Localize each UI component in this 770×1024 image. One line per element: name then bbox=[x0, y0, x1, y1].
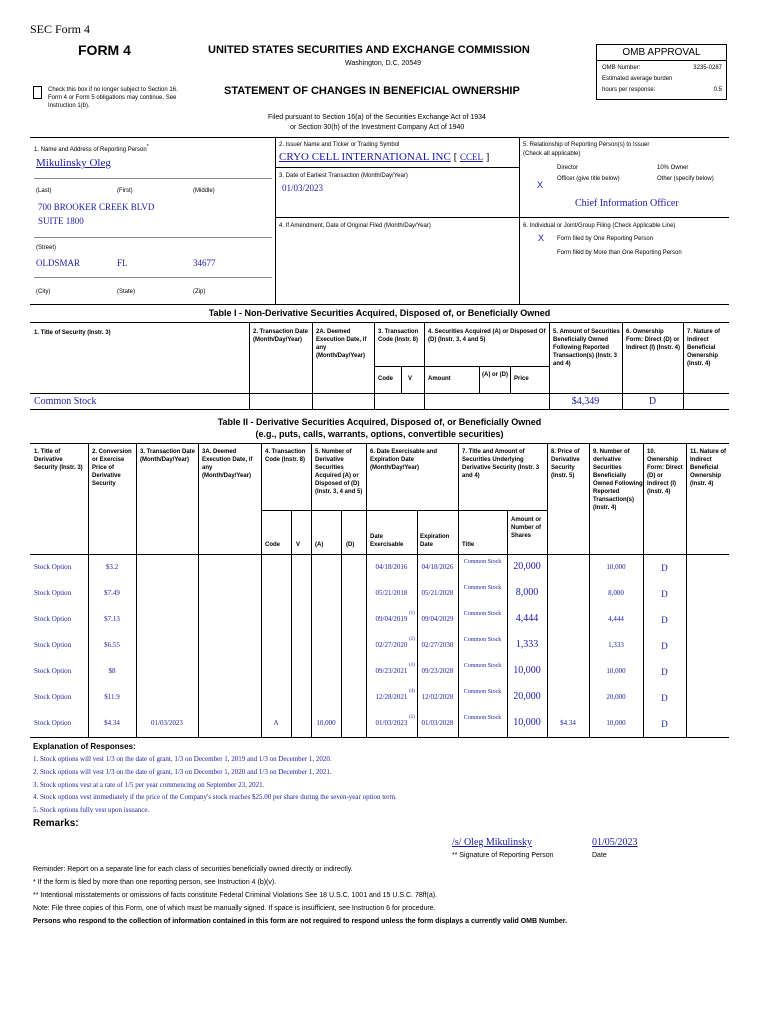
t2-cell-shares: 8,000 bbox=[515, 587, 539, 598]
t2-cell-expiration: 04/18/2026 bbox=[421, 563, 454, 571]
t2-h-ownership: 10. Ownership Form: Direct (D) or Indirect (I) (Instr. 4) bbox=[647, 449, 683, 495]
t2-cell-expiration: 12/02/2028 bbox=[421, 693, 454, 701]
t2-cell-form: D bbox=[661, 563, 668, 573]
table1-title: Table I - Non-Derivative Securities Acquired, Disposed of, or Beneficially Owned bbox=[208, 308, 551, 318]
t1-h-code: 3. Transaction Code (Instr. 8) bbox=[378, 329, 419, 343]
t2-cell-form: D bbox=[661, 719, 668, 729]
street-label: (Street) bbox=[36, 245, 57, 251]
t2-cell-owned: 10,000 bbox=[606, 719, 626, 727]
t2-cell-expiration: 09/04/2029 bbox=[421, 615, 454, 623]
t2-cell-under-title: Common Stock bbox=[463, 585, 502, 591]
t1-h-sub-v: V bbox=[408, 376, 413, 382]
t2-cell-under-title: Common Stock bbox=[463, 611, 502, 617]
t2-cell-a: 10,000 bbox=[316, 719, 336, 727]
t2-cell-owned: 10,000 bbox=[606, 563, 626, 571]
t2-cell-owned: 8,000 bbox=[608, 589, 624, 597]
director-label: Director bbox=[557, 165, 579, 171]
t2-cell-dprice: $4.34 bbox=[560, 719, 576, 727]
box1-label: 1. Name and Address of Reporting Person* bbox=[34, 144, 149, 153]
box4-label: 4. If Amendment, Date of Original Filed (Month/Day/Year) bbox=[279, 223, 431, 229]
t2-footnote-ref: (3) bbox=[409, 663, 415, 668]
box3-label: 3. Date of Earliest Transaction (Month/Day/Year) bbox=[279, 173, 408, 179]
t2-footnote-ref: (5) bbox=[409, 715, 415, 720]
t2-h-sub-a: (A) bbox=[315, 542, 324, 548]
signature-value: /s/ Oleg Mikulinsky bbox=[452, 837, 533, 848]
t2-h-sub-date-ex: Date Exercisable bbox=[370, 534, 404, 548]
t2-h-deemed: 3A. Deemed Execution Date, if any (Month/Day/Year) bbox=[202, 449, 253, 479]
t2-cell-form: D bbox=[661, 589, 668, 599]
box2-label: 2. Issuer Name and Ticker or Trading Symbol bbox=[279, 142, 400, 148]
t2-cell-tdate: 01/03/2023 bbox=[151, 719, 183, 727]
t2-h-number: 5. Number of Derivative Securities Acquired (A) or Disposed of (D) (Instr. 3, 4 and 5) bbox=[315, 449, 363, 495]
t2-h-sub-d: (D) bbox=[346, 542, 355, 548]
t2-h-nature: 11. Nature of Indirect Beneficial Ownership (Instr. 4) bbox=[690, 449, 727, 487]
t2-cell-exercisable: 01/03/2023 bbox=[375, 719, 408, 727]
t2-cell-exercisable: 02/27/2020 bbox=[375, 641, 408, 649]
signature-date: 01/05/2023 bbox=[592, 837, 638, 848]
t2-cell-exercisable: 09/23/2021 bbox=[375, 667, 408, 675]
t2-h-title: 1. Title of Derivative Security (Instr. 3) bbox=[34, 449, 83, 471]
t2-cell-shares: 4,444 bbox=[515, 613, 539, 624]
footer-reminder: Reminder: Report on a separate line for each class of securities beneficially owned directly or indirectly. bbox=[33, 866, 353, 873]
remarks-title: Remarks: bbox=[33, 818, 79, 829]
t2-cell-owned: 10,000 bbox=[606, 667, 626, 675]
t2-cell-expiration: 05/21/2028 bbox=[421, 589, 454, 597]
t2-cell-price: $7.13 bbox=[104, 615, 120, 623]
t2-cell-shares: 10,000 bbox=[513, 717, 541, 728]
other-label: Other (specify below) bbox=[657, 176, 714, 182]
t2-cell-price: $7.49 bbox=[104, 589, 120, 597]
omb-title: OMB APPROVAL bbox=[597, 45, 726, 61]
t1-h-title: 1. Title of Security (Instr. 3) bbox=[34, 330, 111, 336]
t1-h-date: 2. Transaction Date (Month/Day/Year) bbox=[253, 329, 309, 343]
ten-percent-owner-label: 10% Owner bbox=[657, 165, 689, 171]
t2-footnote-ref: (1) bbox=[409, 611, 415, 616]
t2-h-date: 3. Transaction Date (Month/Day/Year) bbox=[140, 449, 196, 463]
t2-cell-expiration: 09/23/2028 bbox=[421, 667, 454, 675]
t2-cell-title: Stock Option bbox=[34, 641, 72, 649]
t2-cell-code: A bbox=[273, 719, 279, 727]
state-label: (State) bbox=[117, 289, 136, 295]
reporting-person-name: Mikulinsky Oleg bbox=[36, 157, 111, 169]
t2-cell-price: $11.9 bbox=[104, 693, 120, 701]
t2-cell-price: $6.55 bbox=[104, 641, 120, 649]
t2-cell-owned: 20,000 bbox=[606, 693, 626, 701]
earliest-transaction-date: 01/03/2023 bbox=[282, 183, 324, 193]
t2-cell-title: Stock Option bbox=[34, 719, 72, 727]
officer-checkmark[interactable]: X bbox=[537, 180, 544, 190]
t1-h-ownership: 6. Ownership Form: Direct (D) or Indirect (I) (Instr. 4) bbox=[626, 329, 681, 351]
agency-title: UNITED STATES SECURITIES AND EXCHANGE COMMISSION bbox=[208, 44, 530, 56]
city-value: OLDSMAR bbox=[36, 258, 81, 268]
table2-subtitle: (e.g., puts, calls, warrants, options, convertible securities) bbox=[255, 429, 504, 439]
explanation-5: 5. Stock options fully vest upon issuance. bbox=[33, 806, 150, 814]
omb-number-value: 3235-0287 bbox=[693, 65, 722, 71]
city-label: (City) bbox=[36, 289, 51, 295]
explanation-1: 1. Stock options will vest 1/3 on the date of grant, 1/3 on December 1, 2019 and 1/3 on December 1, 2020. bbox=[33, 755, 332, 763]
t2-cell-form: D bbox=[661, 615, 668, 625]
t2-cell-exercisable: 12/28/2021 bbox=[375, 693, 408, 701]
zip-value: 34677 bbox=[193, 258, 216, 268]
filed-pursuant-1: Filed pursuant to Section 16(a) of the Securities Exchange Act of 1934 bbox=[268, 114, 486, 121]
explanation-4: 4. Stock options vest immediately if the price of the Company's stock reaches $25.00 per share during the seven-year option term. bbox=[33, 793, 397, 801]
t2-cell-exercisable: 05/21/2018 bbox=[375, 589, 408, 597]
one-person-checkmark[interactable]: X bbox=[538, 233, 545, 243]
t2-cell-price: $3.2 bbox=[105, 563, 119, 571]
t2-h-conversion: 2. Conversion or Exercise Price of Derivative Security bbox=[92, 449, 132, 487]
explanation-3: 3. Stock options vest at a rate of 1/5 per year commencing on September 23, 2021. bbox=[33, 781, 265, 789]
t2-cell-exercisable: 09/04/2019 bbox=[375, 615, 408, 623]
footer-note-3: Note: File three copies of this Form, one of which must be manually signed. If space is insufficient, see Instruction 6 for procedure. bbox=[33, 905, 436, 912]
t2-cell-under-title: Common Stock bbox=[463, 637, 502, 643]
form-title: FORM 4 bbox=[78, 42, 131, 58]
t2-cell-title: Stock Option bbox=[34, 615, 72, 623]
footer-note-4: Persons who respond to the collection of information contained in this form are not required to respond unless the form displays a currently valid OMB Number. bbox=[33, 918, 568, 925]
zip-label: (Zip) bbox=[193, 289, 206, 295]
t2-cell-shares: 20,000 bbox=[513, 691, 541, 702]
t2-cell-under-title: Common Stock bbox=[463, 663, 502, 669]
officer-title: Chief Information Officer bbox=[575, 198, 679, 209]
t2-footnote-ref: (4) bbox=[409, 689, 415, 694]
t2-h-sub-code: Code bbox=[265, 542, 280, 548]
t2-h-owned: 9. Number of derivative Securities Beneficially Owned Following Reported Transaction(s) (Instr. 4) bbox=[593, 449, 643, 511]
t2-cell-price: $4.34 bbox=[104, 719, 120, 727]
t2-h-sub-v: V bbox=[296, 542, 301, 548]
omb-burden-label: Estimated average burden bbox=[602, 76, 673, 82]
state-value: FL bbox=[117, 258, 128, 268]
t2-h-price: 8. Price of Derivative Security (Instr. 5) bbox=[551, 449, 580, 479]
t2-cell-title: Stock Option bbox=[34, 693, 72, 701]
t2-cell-shares: 10,000 bbox=[513, 665, 541, 676]
t2-cell-title: Stock Option bbox=[34, 563, 72, 571]
t1-row-amount-owned: $4,349 bbox=[571, 396, 600, 407]
t2-h-sub-amount: Amount or Number of Shares bbox=[511, 517, 542, 539]
agency-location: Washington, D.C. 20549 bbox=[345, 60, 422, 67]
street-line-2: SUITE 1800 bbox=[38, 216, 84, 226]
box5-sublabel: (Check all applicable) bbox=[523, 151, 581, 157]
explanation-2: 2. Stock options will vest 1/3 on the date of grant, 1/3 on December 1, 2020 and 1/3 on December 1, 2021. bbox=[33, 768, 332, 776]
t2-cell-exercisable: 04/18/2016 bbox=[375, 563, 408, 571]
t2-cell-under-title: Common Stock bbox=[463, 715, 502, 721]
t2-h-sub-exp: Expiration Date bbox=[420, 534, 450, 548]
t2-cell-form: D bbox=[661, 693, 668, 703]
t2-cell-owned: 4,444 bbox=[608, 615, 624, 623]
signature-date-label: Date bbox=[592, 852, 607, 859]
t2-cell-price: $8 bbox=[108, 667, 116, 675]
t1-h-amount-owned: 5. Amount of Securities Beneficially Owned Following Reported Transaction(s) (Instr. 3 and 4) bbox=[553, 329, 620, 367]
first-label: (First) bbox=[117, 188, 133, 194]
t2-cell-expiration: 01/03/2028 bbox=[421, 719, 454, 727]
no-longer-subject-checkbox[interactable] bbox=[33, 86, 42, 99]
checkbox-text: Check this box if no longer subject to Section 16. Form 4 or Form 5 obligations may continue. See Instruction 1(b). bbox=[48, 87, 178, 109]
t2-cell-title: Stock Option bbox=[34, 589, 72, 597]
explanation-title: Explanation of Responses: bbox=[33, 742, 136, 751]
box6-label: 6. Individual or Joint/Group Filing (Check Applicable Line) bbox=[523, 223, 676, 229]
t1-h-nature: 7. Nature of Indirect Beneficial Ownership (Instr. 4) bbox=[687, 329, 721, 367]
statement-title: STATEMENT OF CHANGES IN BENEFICIAL OWNERSHIP bbox=[224, 85, 520, 97]
t1-h-acquired: 4. Securities Acquired (A) or Disposed Of (D) (Instr. 3, 4 and 5) bbox=[428, 329, 546, 343]
t1-h-sub-code: Code bbox=[378, 376, 393, 382]
t1-h-sub-aord: (A) or (D) bbox=[482, 372, 508, 378]
t1-h-sub-price: Price bbox=[514, 376, 529, 382]
filed-pursuant-2: or Section 30(h) of the Investment Company Act of 1940 bbox=[290, 124, 465, 131]
omb-number-label: OMB Number: bbox=[602, 65, 641, 71]
t2-cell-under-title: Common Stock bbox=[463, 559, 502, 565]
t2-h-exercisable: 6. Date Exercisable and Expiration Date (Month/Day/Year) bbox=[370, 449, 438, 471]
omb-hours-label: hours per response: bbox=[602, 87, 656, 93]
t1-h-deemed: 2A. Deemed Execution Date, if any (Month/Day/Year) bbox=[316, 329, 367, 359]
t2-cell-shares: 1,333 bbox=[515, 639, 539, 650]
t1-h-sub-amount: Amount bbox=[428, 376, 451, 382]
signature-label: ** Signature of Reporting Person bbox=[452, 852, 554, 859]
box5-label: 5. Relationship of Reporting Person(s) to Issuer bbox=[523, 142, 650, 148]
omb-approval-box bbox=[596, 44, 727, 100]
t2-h-sub-title: Title bbox=[462, 542, 475, 548]
last-label: (Last) bbox=[36, 188, 52, 194]
t2-cell-title: Stock Option bbox=[34, 667, 72, 675]
issuer-name: CRYO CELL INTERNATIONAL INC [ CCEL ] bbox=[279, 151, 490, 163]
t2-cell-under-title: Common Stock bbox=[463, 689, 502, 695]
t2-h-underlying: 7. Title and Amount of Securities Underlying Derivative Security (Instr. 3 and 4) bbox=[462, 449, 540, 479]
footer-note-1: * If the form is filed by more than one reporting person, see Instruction 4 (b)(v). bbox=[33, 879, 277, 886]
t2-cell-shares: 20,000 bbox=[513, 561, 541, 572]
t2-cell-form: D bbox=[661, 667, 668, 677]
more-persons-label: Form filed by More than One Reporting Person bbox=[557, 250, 682, 256]
footer-note-2: ** Intentional misstatements or omissions of facts constitute Federal Criminal Violations See 18 U.S.C. 1001 and 15 U.S.C. 78ff(a). bbox=[33, 892, 437, 899]
middle-label: (Middle) bbox=[193, 188, 215, 194]
street-line-1: 700 BROOKER CREEK BLVD bbox=[38, 202, 155, 212]
t1-row-title: Common Stock bbox=[34, 396, 97, 407]
officer-label: Officer (give title below) bbox=[557, 176, 620, 182]
t1-row-form: D bbox=[648, 396, 657, 407]
t2-cell-form: D bbox=[661, 641, 668, 651]
omb-hours-value: 0.5 bbox=[713, 87, 722, 93]
one-person-label: Form filed by One Reporting Person bbox=[557, 236, 654, 242]
t2-cell-expiration: 02/27/2030 bbox=[421, 641, 454, 649]
t2-cell-owned: 1,333 bbox=[608, 641, 624, 649]
t2-h-code: 4. Transaction Code (Instr. 8) bbox=[265, 449, 306, 463]
sec-form-label: SEC Form 4 bbox=[30, 22, 91, 36]
table2-title: Table II - Derivative Securities Acquired, Disposed of, or Beneficially Owned bbox=[217, 417, 542, 427]
t2-footnote-ref: (2) bbox=[409, 637, 415, 642]
